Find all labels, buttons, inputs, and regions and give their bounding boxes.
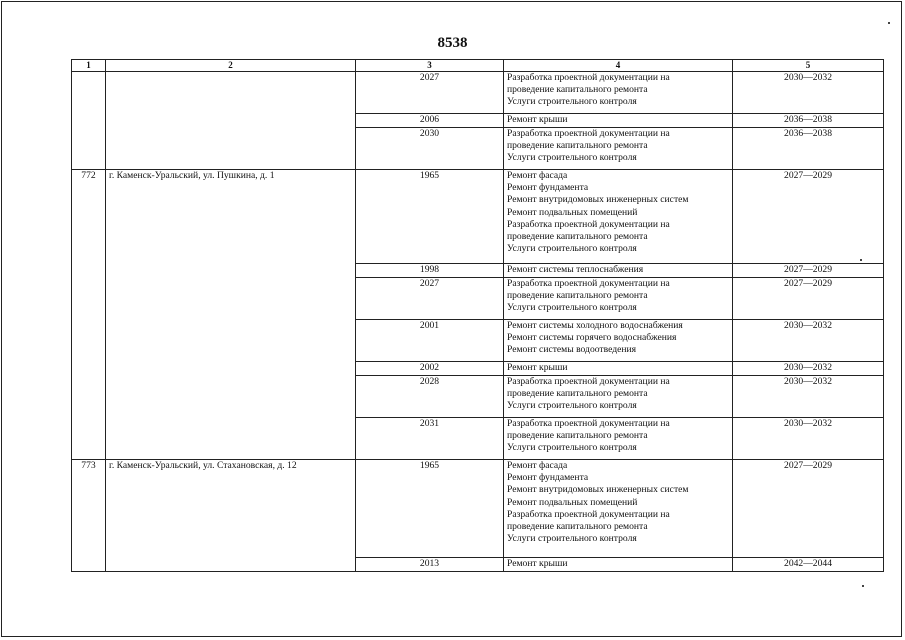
work-type-line: Ремонт фасада	[507, 460, 568, 471]
object-address	[106, 72, 356, 170]
work-type-line: Разработка проектной документации на	[507, 218, 670, 230]
commission-year: 1965	[356, 170, 504, 264]
work-type-line: Ремонт крыши	[507, 362, 568, 373]
planned-period: 2036—2038	[733, 114, 884, 128]
work-types	[504, 114, 733, 128]
work-types	[504, 72, 733, 114]
work-type-line: Ремонт подвальных помещений	[507, 206, 638, 218]
scan-speck	[860, 259, 862, 261]
commission-year: 2027	[356, 72, 504, 114]
work-type-line: Услуги строительного контроля	[507, 400, 637, 412]
object-number: 773	[72, 460, 106, 572]
work-type-line: Разработка проектной документации на	[507, 508, 670, 520]
planned-period: 2036—2038	[733, 128, 884, 170]
column-header-4: 4	[504, 60, 733, 72]
work-type-line: Услуги строительного контроля	[507, 442, 637, 454]
planned-period: 2027—2029	[733, 460, 884, 558]
work-type-line: Ремонт системы теплоснабжения	[507, 264, 644, 275]
planned-period: 2027—2029	[733, 264, 884, 278]
commission-year: 2031	[356, 418, 504, 460]
planned-period: 2030—2032	[733, 376, 884, 418]
object-address: г. Каменск-Уральский, ул. Пушкина, д. 1	[106, 170, 356, 460]
work-type-line: проведение капитального ремонта	[507, 430, 648, 442]
object-address: г. Каменск-Уральский, ул. Стахановская, д. 12	[106, 460, 356, 572]
work-types	[504, 418, 733, 460]
work-type-line: Услуги строительного контроля	[507, 152, 637, 164]
planned-period: 2030—2032	[733, 72, 884, 114]
planned-period: 2042—2044	[733, 558, 884, 572]
commission-year: 2030	[356, 128, 504, 170]
work-type-line: Разработка проектной документации на	[507, 72, 670, 83]
scan-speck	[888, 22, 890, 24]
work-type-line: Ремонт подвальных помещений	[507, 496, 638, 508]
work-type-line: Ремонт внутридомовых инженерных систем	[507, 194, 689, 206]
work-type-line: Ремонт системы горячего водоснабжения	[507, 332, 677, 344]
work-type-line: Разработка проектной документации на	[507, 278, 670, 289]
work-type-line: Услуги строительного контроля	[507, 533, 637, 545]
column-header-1: 1	[72, 60, 106, 72]
work-type-line: Услуги строительного контроля	[507, 243, 637, 255]
commission-year: 2028	[356, 376, 504, 418]
work-type-line: Ремонт внутридомовых инженерных систем	[507, 484, 689, 496]
work-type-line: Разработка проектной документации на	[507, 128, 670, 139]
header-row	[72, 60, 884, 72]
work-types	[504, 362, 733, 376]
table-row	[72, 170, 884, 264]
commission-year: 2013	[356, 558, 504, 572]
table-row	[72, 72, 884, 114]
work-type-line: проведение капитального ремонта	[507, 521, 648, 533]
work-type-line: проведение капитального ремонта	[507, 290, 648, 302]
work-type-line: Разработка проектной документации на	[507, 418, 670, 429]
column-header-5: 5	[733, 60, 884, 72]
commission-year: 2002	[356, 362, 504, 376]
work-type-line: проведение капитального ремонта	[507, 388, 648, 400]
column-header-3: 3	[356, 60, 504, 72]
work-type-line: Ремонт системы водоотведения	[507, 344, 637, 356]
work-types	[504, 128, 733, 170]
planned-period: 2027—2029	[733, 278, 884, 320]
commission-year: 2027	[356, 278, 504, 320]
column-header-2: 2	[106, 60, 356, 72]
work-types	[504, 558, 733, 572]
work-type-line: Ремонт фундамента	[507, 182, 589, 194]
planned-period: 2030—2032	[733, 320, 884, 362]
work-types	[504, 264, 733, 278]
page-number: 8538	[437, 35, 468, 51]
repair-schedule-table	[71, 59, 884, 572]
planned-period: 2030—2032	[733, 362, 884, 376]
work-type-line: Ремонт системы холодного водоснабжения	[507, 320, 683, 331]
work-type-line: проведение капитального ремонта	[507, 84, 648, 96]
work-type-line: проведение капитального ремонта	[507, 140, 648, 152]
work-types	[504, 320, 733, 362]
table-row	[72, 460, 884, 558]
object-number: 772	[72, 170, 106, 460]
object-number	[72, 72, 106, 170]
commission-year: 1965	[356, 460, 504, 558]
work-type-line: Ремонт крыши	[507, 558, 568, 569]
commission-year: 1998	[356, 264, 504, 278]
work-type-line: Ремонт фасада	[507, 170, 568, 181]
work-type-line: проведение капитального ремонта	[507, 231, 648, 243]
planned-period: 2027—2029	[733, 170, 884, 264]
commission-year: 2001	[356, 320, 504, 362]
work-types	[504, 460, 733, 558]
work-type-line: Услуги строительного контроля	[507, 96, 637, 108]
scan-speck	[862, 585, 864, 587]
work-type-line: Ремонт крыши	[507, 114, 568, 125]
work-type-line: Разработка проектной документации на	[507, 376, 670, 387]
work-types	[504, 170, 733, 264]
work-type-line: Ремонт фундамента	[507, 472, 589, 484]
planned-period: 2030—2032	[733, 418, 884, 460]
work-type-line: Услуги строительного контроля	[507, 302, 637, 314]
work-types	[504, 278, 733, 320]
commission-year: 2006	[356, 114, 504, 128]
work-types	[504, 376, 733, 418]
